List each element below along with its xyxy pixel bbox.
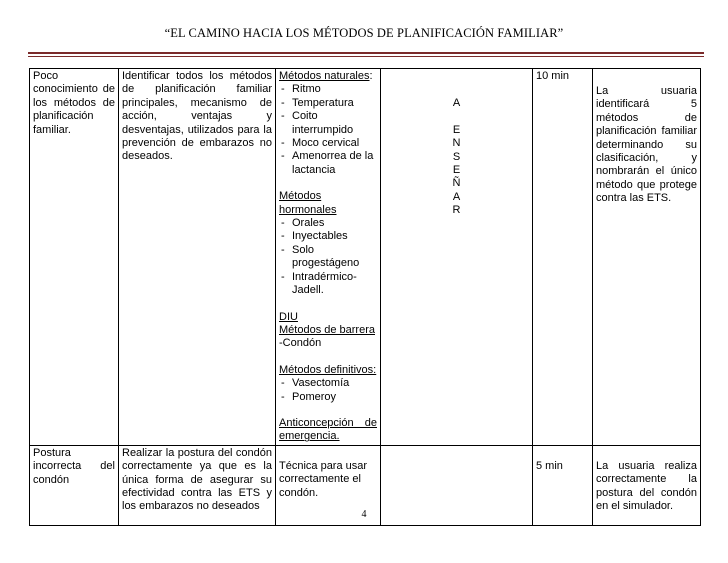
list-item: - Inyectables — [279, 230, 377, 243]
objective-text: Identificar todos los métodos de planificación familiar principales, mecanismo de acción, ventajas y desventajas, utilizados para la prevención de embarazos no deseados. — [122, 70, 272, 163]
problem-text: Postura incorrecta del condón — [33, 446, 115, 486]
objective-cell — [119, 69, 276, 446]
hormonal-methods-list — [279, 217, 377, 297]
hormonal-methods-heading: Métodos hormonales — [279, 190, 337, 216]
definitive-methods-list — [279, 377, 377, 404]
technique-letter: N — [452, 137, 461, 150]
problem-cell — [30, 69, 119, 446]
evaluation-cell — [593, 69, 701, 446]
technique-letter: A — [452, 190, 461, 203]
list-item: - Orales — [279, 217, 377, 230]
time-text: 5 min — [536, 459, 563, 472]
objective-text: Realizar la postura del condón correctamente ya que es la única forma de asegurar su efectividad contra las ETS y los embarazos no deseados — [122, 446, 272, 513]
technique-vertical-text — [384, 97, 529, 218]
list-item: - Moco cervical — [279, 137, 377, 150]
content-cell — [276, 69, 381, 446]
table-row — [30, 69, 701, 446]
header-rule-thin — [28, 56, 704, 57]
technique-cell — [381, 69, 533, 446]
evaluation-text: La usuaria identificará 5 métodos de planificación familiar determinando su clasificación, y nombrarán el único método que protege contra las ETS. — [596, 85, 697, 205]
time-cell — [533, 69, 593, 446]
list-item: - Temperatura — [279, 97, 377, 110]
barrier-method-item: -Condón — [279, 337, 322, 350]
planning-table — [29, 68, 701, 526]
natural-methods-heading: Métodos naturales: — [279, 70, 373, 82]
list-item: - Pomeroy — [279, 391, 377, 404]
list-item: - Amenorrea de la lactancia — [279, 150, 377, 177]
content-text: Técnica para usar correctamente el condón. — [279, 459, 368, 499]
technique-letter: E — [452, 163, 461, 176]
technique-letter: E — [452, 123, 461, 136]
page-number: 4 — [361, 509, 367, 520]
definitive-methods-heading: Métodos definitivos: — [279, 363, 377, 376]
natural-methods-list — [279, 83, 377, 177]
evaluation-text: La usuaria realiza correctamente la postura del condón en el simulador. — [596, 459, 697, 512]
list-item: - Solo progestágeno — [279, 244, 377, 271]
technique-letter — [384, 110, 529, 123]
barrier-methods-heading: Métodos de barrera — [279, 323, 375, 336]
list-item: - Coito interrumpido — [279, 110, 377, 137]
list-item: - Vasectomía — [279, 377, 377, 390]
technique-letter: Ñ — [452, 177, 461, 190]
problem-text: Poco conocimiento de los métodos de planificación familiar. — [33, 70, 115, 136]
technique-letter: A — [452, 97, 461, 109]
time-text: 10 min — [536, 70, 570, 82]
technique-letter: S — [452, 150, 461, 163]
technique-letter: R — [452, 204, 461, 217]
header-rule — [28, 52, 704, 54]
diu-heading: DIU — [279, 310, 298, 323]
list-item: - Intradérmico-Jadell. — [279, 271, 377, 298]
list-item: - Ritmo — [279, 83, 377, 96]
document-title: “EL CAMINO HACIA LOS MÉTODOS DE PLANIFICACIÓN FAMILIAR” — [164, 26, 564, 40]
emergency-contraception-heading: Anticoncepción de emergencia. — [279, 416, 377, 443]
